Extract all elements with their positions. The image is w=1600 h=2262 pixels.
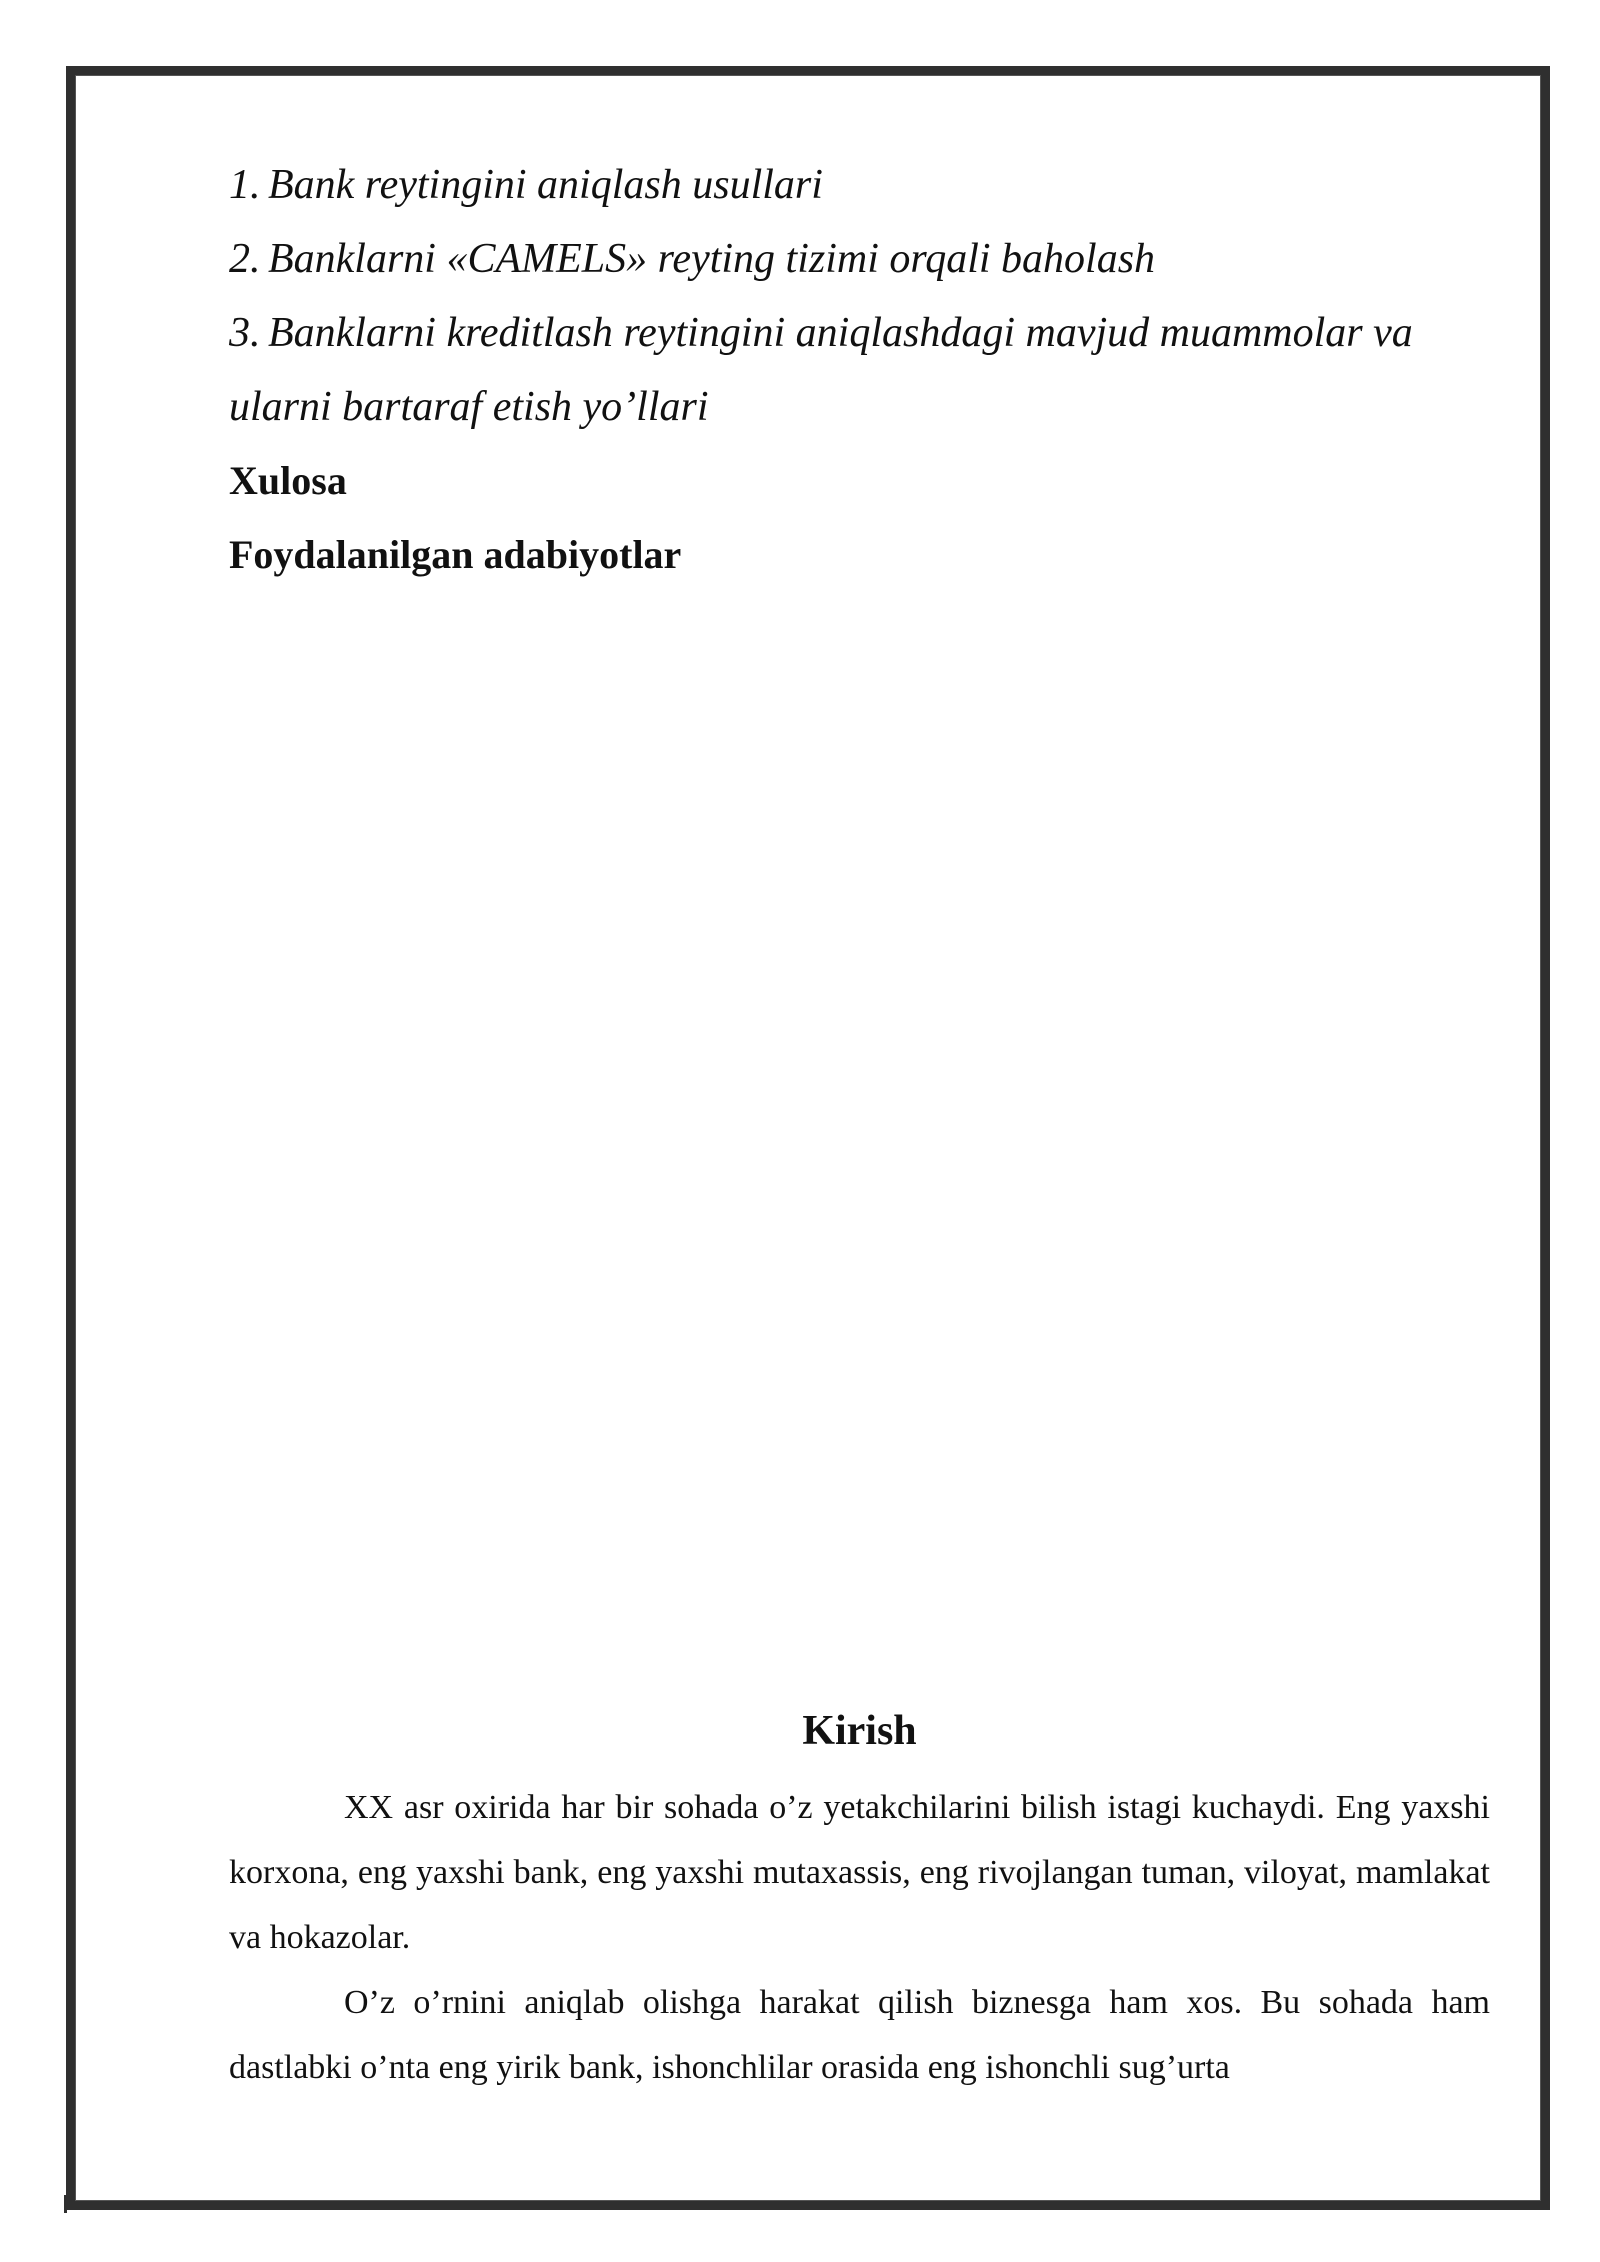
toc-item-text: Bank reytingini aniqlash usullari [268,162,823,208]
toc-item-2 [229,222,1490,296]
toc-item-text: Banklarni kreditlash reytingini aniqlashdagi mavjud muammolar va [268,310,1413,356]
toc-item-number: 2. [229,236,261,282]
paragraph: XX asr oxirida har bir sohada o’z yetakchilarini bilish istagi kuchaydi. Eng yaxshi korxona, eng yaxshi bank, eng yaxshi mutaxassis, eng rivojlangan tuman, viloyat, mamlakat va hokazolar. [229,1789,1490,1956]
toc-item-number: 3. [229,310,261,356]
toc-item-3-continuation: ularni bartaraf etish yo’llari [229,384,709,430]
paragraph: O’z o’rnini aniqlab olishga harakat qilish biznesga ham xos. Bu sohada ham dastlabki o’nta eng yirik bank, ishonchlilar orasida eng ishonchli sug’urta [229,1984,1490,2086]
toc-conclusion: Xulosa [229,458,347,503]
toc-references: Foydalanilgan adabiyotlar [229,532,682,577]
toc-item-3 [229,296,1490,370]
section-title: Kirish [802,1708,917,1754]
toc-item-1 [229,148,1490,222]
table-of-contents [229,148,1490,592]
toc-item-number: 1. [229,162,261,208]
page-border-tick [64,2195,67,2213]
section-body [229,1775,1490,2100]
toc-item-text: Banklarni «CAMELS» reyting tizimi orqali baholash [268,236,1156,282]
